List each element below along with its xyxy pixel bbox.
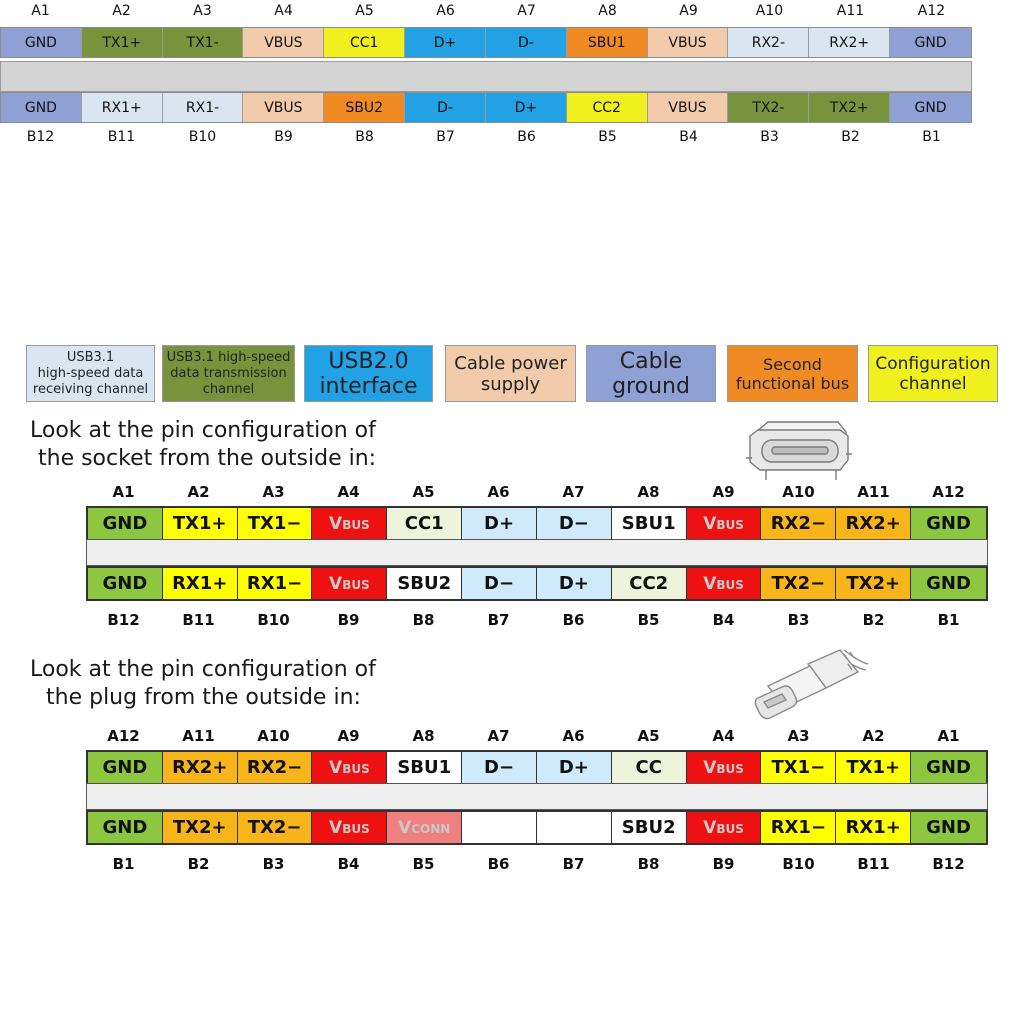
pin-rx2- <box>238 752 313 783</box>
s1-bot-label-0: B12 <box>26 129 55 145</box>
socket-top-label-4: A5 <box>412 483 435 501</box>
pin-label: GND <box>914 34 947 51</box>
usb-c-plug-illustration <box>748 642 872 724</box>
pin-label: TX1+ <box>172 513 227 534</box>
pin-gnd <box>911 812 986 843</box>
bottom-pin-numbers <box>0 126 972 148</box>
socket-top-label-9: A10 <box>782 483 815 501</box>
pin-tx1- <box>836 752 911 783</box>
pin-label: RX2− <box>246 757 303 778</box>
plug-top-label-0: A12 <box>107 727 140 745</box>
pin-d- <box>537 568 612 599</box>
pin-label: RX1+ <box>172 573 228 594</box>
pin-cc2 <box>612 568 687 599</box>
plug-bot-label-1: B2 <box>187 855 210 873</box>
s1-top-label-1: A2 <box>112 3 131 19</box>
socket-top-label-7: A8 <box>637 483 660 501</box>
pin-gnd <box>911 568 986 599</box>
pin-tx2- <box>163 812 238 843</box>
socket-bot-label-4: B8 <box>412 611 435 629</box>
legend-item-0 <box>26 345 155 402</box>
pin-tx2- <box>761 568 836 599</box>
pin-label: TX1− <box>771 757 826 778</box>
s1-top-label-6: A7 <box>517 3 536 19</box>
pin-sbu2 <box>324 93 405 122</box>
pin-vbus <box>648 28 729 57</box>
legend-line: Configuration <box>875 353 991 374</box>
pin-vbus <box>312 508 387 539</box>
pin-tx1- <box>163 508 238 539</box>
pin-cc1 <box>387 508 462 539</box>
socket-bottom-pin-row <box>86 566 988 601</box>
legend-line: supply <box>480 373 541 395</box>
pin-label: D+ <box>433 34 457 51</box>
pin-vbus <box>312 752 387 783</box>
pin-label: CC1 <box>404 513 444 534</box>
plug-bottom-pin-row <box>86 810 988 845</box>
pin-sbu1 <box>612 508 687 539</box>
pin-rx1- <box>82 93 163 122</box>
plug-top-label-4: A8 <box>412 727 435 745</box>
socket-top-label-5: A6 <box>487 483 510 501</box>
pin-vbus <box>687 752 762 783</box>
legend-line: channel <box>202 381 255 397</box>
pin-rx2- <box>728 28 809 57</box>
pin-d- <box>486 28 567 57</box>
s1-top-label-2: A3 <box>193 3 212 19</box>
legend-item-2 <box>304 345 433 402</box>
bottom-pin-row <box>0 92 972 123</box>
pin-empty <box>537 812 612 843</box>
legend-line: Cable power <box>454 352 567 374</box>
pin-label: SBU1 <box>397 757 452 778</box>
legend-line: receiving channel <box>32 381 149 397</box>
socket-top-label-11: A12 <box>932 483 965 501</box>
pin-label: SBU2 <box>345 99 384 116</box>
pin-vbus <box>312 812 387 843</box>
pin-label: Vbus <box>329 513 370 534</box>
pin-vconn <box>387 812 462 843</box>
plug-bot-label-3: B4 <box>337 855 360 873</box>
socket-bottom-pin-numbers <box>86 610 986 630</box>
pin-tx2- <box>238 812 313 843</box>
pin-label: Vbus <box>329 573 370 594</box>
legend-line: Second <box>763 354 822 374</box>
plug-bot-label-4: B5 <box>412 855 435 873</box>
s1-bot-label-2: B10 <box>188 129 217 145</box>
pin-label: TX1+ <box>102 34 142 51</box>
pin-vbus <box>687 812 762 843</box>
pin-label: RX2- <box>751 34 785 51</box>
s1-top-label-10: A11 <box>836 3 865 19</box>
pin-label: GND <box>926 513 971 534</box>
pin-cc2 <box>567 93 648 122</box>
pin-tx1- <box>82 28 163 57</box>
pin-label: Vbus <box>703 573 744 594</box>
plug-top-label-11: A1 <box>937 727 960 745</box>
pin-label: TX2− <box>247 817 302 838</box>
pin-label: D- <box>517 34 534 51</box>
plug-bot-label-6: B7 <box>562 855 585 873</box>
pin-label: VBUS <box>264 99 303 116</box>
pin-label: RX2+ <box>845 513 901 534</box>
legend-line: USB3.1 high-speed <box>166 349 291 365</box>
s1-bot-label-8: B4 <box>679 129 698 145</box>
pin-label: Vbus <box>703 757 744 778</box>
pin-sbu2 <box>612 812 687 843</box>
s1-bot-label-7: B5 <box>598 129 617 145</box>
socket-top-label-8: A9 <box>712 483 735 501</box>
socket-top-label-3: A4 <box>337 483 360 501</box>
pin-gnd <box>88 508 163 539</box>
legend-line: ground <box>612 373 690 399</box>
legend-line: interface <box>319 373 418 399</box>
plug-bot-label-0: B1 <box>112 855 135 873</box>
pin-d- <box>462 752 537 783</box>
socket-top-label-2: A3 <box>262 483 285 501</box>
socket-top-label-6: A7 <box>562 483 585 501</box>
socket-bot-label-1: B11 <box>182 611 215 629</box>
plug-bot-label-2: B3 <box>262 855 285 873</box>
socket-top-label-1: A2 <box>187 483 210 501</box>
pin-label: D- <box>437 99 453 116</box>
pin-tx1- <box>163 28 244 57</box>
pin-label: GND <box>102 817 148 838</box>
s1-top-label-5: A6 <box>436 3 455 19</box>
socket-bot-label-2: B10 <box>257 611 290 629</box>
plug-bot-label-9: B10 <box>782 855 815 873</box>
socket-pinout-table <box>86 482 988 632</box>
pin-tx1- <box>761 752 836 783</box>
pin-rx2- <box>761 508 836 539</box>
pin-rx2- <box>163 752 238 783</box>
pin-label: D+ <box>558 757 589 778</box>
pin-rx2- <box>836 508 911 539</box>
plug-top-label-7: A5 <box>637 727 660 745</box>
legend-line: channel <box>899 373 967 394</box>
pin-label: TX2- <box>752 99 785 116</box>
pin-gnd <box>88 812 163 843</box>
plug-bottom-pin-numbers <box>86 854 986 874</box>
plug-top-pin-row <box>86 750 988 785</box>
top-pin-row <box>0 27 972 58</box>
plug-top-label-8: A4 <box>712 727 735 745</box>
pin-cc <box>612 752 687 783</box>
plug-bot-label-7: B8 <box>637 855 660 873</box>
pin-label: TX2− <box>771 573 826 594</box>
s1-bot-label-11: B1 <box>922 129 941 145</box>
pin-label: TX1- <box>186 34 219 51</box>
pin-label: D− <box>558 513 589 534</box>
legend-item-5 <box>727 345 858 402</box>
pin-d- <box>537 508 612 539</box>
legend-line: functional bus <box>735 373 850 393</box>
pin-rx2- <box>809 28 890 57</box>
pin-vbus <box>687 568 762 599</box>
socket-heading-line1: Look at the pin configuration of <box>30 418 376 443</box>
pin-label: TX2+ <box>846 573 901 594</box>
s1-bot-label-4: B8 <box>355 129 374 145</box>
socket-bot-label-9: B3 <box>787 611 810 629</box>
pin-tx2- <box>836 568 911 599</box>
legend-item-1 <box>162 345 295 402</box>
pin-label: CC2 <box>629 573 669 594</box>
s1-top-label-0: A1 <box>31 3 50 19</box>
plug-top-label-6: A6 <box>562 727 585 745</box>
legend-line: high-speed data <box>37 365 144 381</box>
legend-line: USB3.1 <box>66 349 115 365</box>
s1-bot-label-5: B7 <box>436 129 455 145</box>
usb-c-pinout-table <box>0 0 972 148</box>
s1-top-label-7: A8 <box>598 3 617 19</box>
s1-bot-label-9: B3 <box>760 129 779 145</box>
plug-top-pin-numbers <box>86 726 986 746</box>
pin-label: Vbus <box>703 513 744 534</box>
pin-tx2- <box>728 93 809 122</box>
pin-d- <box>462 508 537 539</box>
usb-c-socket-illustration <box>742 414 854 486</box>
pin-sbu1 <box>387 752 462 783</box>
pin-label: GND <box>24 99 57 116</box>
plug-top-label-3: A9 <box>337 727 360 745</box>
pin-gnd <box>88 568 163 599</box>
plug-top-label-9: A3 <box>787 727 810 745</box>
plug-heading-line2: the plug from the outside in: <box>46 685 361 710</box>
pin-label: CC <box>635 757 662 778</box>
plug-bot-label-5: B6 <box>487 855 510 873</box>
pin-empty <box>462 812 537 843</box>
pin-d- <box>486 93 567 122</box>
pin-label: GND <box>914 99 947 116</box>
pin-label: TX1− <box>247 513 302 534</box>
socket-top-pin-numbers <box>86 482 986 502</box>
pin-label: SBU1 <box>587 34 626 51</box>
pin-label: Vbus <box>703 817 744 838</box>
plug-pinout-table <box>86 726 988 876</box>
pin-label: D+ <box>558 573 589 594</box>
pin-gnd <box>1 93 82 122</box>
socket-bot-label-6: B6 <box>562 611 585 629</box>
pin-label: Vbus <box>329 757 370 778</box>
socket-bot-label-7: B5 <box>637 611 660 629</box>
socket-bot-label-8: B4 <box>712 611 735 629</box>
pin-label: GND <box>102 573 148 594</box>
s1-top-label-8: A9 <box>679 3 698 19</box>
pin-gnd <box>890 28 971 57</box>
pin-label: GND <box>102 757 148 778</box>
pin-rx1- <box>163 93 244 122</box>
pin-gnd <box>890 93 971 122</box>
pin-label: D+ <box>514 99 538 116</box>
socket-heading-line2: the socket from the outside in: <box>38 446 377 471</box>
pin-label: RX2+ <box>172 757 228 778</box>
socket-bot-label-11: B1 <box>937 611 960 629</box>
pin-label: SBU1 <box>621 513 676 534</box>
pin-label: GND <box>102 513 148 534</box>
plug-top-label-5: A7 <box>487 727 510 745</box>
socket-top-label-10: A11 <box>857 483 890 501</box>
pin-label: SBU2 <box>621 817 676 838</box>
s1-bot-label-3: B9 <box>274 129 293 145</box>
connector-tongue <box>0 61 972 92</box>
pin-label: TX2+ <box>172 817 227 838</box>
s1-top-label-9: A10 <box>755 3 784 19</box>
legend-item-3 <box>445 345 576 402</box>
legend-item-6 <box>868 345 998 402</box>
pin-vbus <box>243 93 324 122</box>
s1-top-label-11: A12 <box>917 3 946 19</box>
socket-tongue <box>86 539 988 566</box>
plug-top-label-2: A10 <box>257 727 290 745</box>
pin-label: RX2+ <box>829 34 870 51</box>
plug-heading <box>30 656 376 712</box>
socket-bot-label-0: B12 <box>107 611 140 629</box>
plug-top-label-1: A11 <box>182 727 215 745</box>
pin-label: RX1− <box>770 817 827 838</box>
pin-label: TX1+ <box>846 757 901 778</box>
pin-vbus <box>687 508 762 539</box>
pin-d- <box>462 568 537 599</box>
s1-bot-label-1: B11 <box>107 129 136 145</box>
pin-label: VBUS <box>668 34 707 51</box>
socket-bot-label-3: B9 <box>337 611 360 629</box>
pin-cc1 <box>324 28 405 57</box>
pin-label: VBUS <box>668 99 707 116</box>
pin-label: RX2− <box>770 513 827 534</box>
pin-label: GND <box>24 34 57 51</box>
pin-tx2- <box>809 93 890 122</box>
pin-label: GND <box>926 573 971 594</box>
plug-top-label-10: A2 <box>862 727 885 745</box>
plug-bot-label-11: B12 <box>932 855 965 873</box>
pin-rx1- <box>761 812 836 843</box>
pin-rx1- <box>238 568 313 599</box>
pin-label: D− <box>484 573 515 594</box>
top-pin-numbers <box>0 0 972 22</box>
pin-gnd <box>911 752 986 783</box>
plug-bot-label-8: B9 <box>712 855 735 873</box>
legend-line: USB2.0 <box>328 348 409 374</box>
pin-label: Vconn <box>398 817 451 838</box>
plug-heading-line1: Look at the pin configuration of <box>30 657 376 682</box>
s1-bot-label-6: B6 <box>517 129 536 145</box>
pin-label: Vbus <box>329 817 370 838</box>
pin-label: RX1+ <box>101 99 142 116</box>
pin-gnd <box>1 28 82 57</box>
pin-rx1- <box>836 812 911 843</box>
pin-sbu1 <box>567 28 648 57</box>
pin-label: RX1- <box>185 99 220 116</box>
pin-vbus <box>648 93 729 122</box>
pin-label: GND <box>926 817 971 838</box>
pin-gnd <box>911 508 986 539</box>
plug-bot-label-10: B11 <box>857 855 890 873</box>
pin-label: RX1+ <box>845 817 901 838</box>
socket-heading <box>30 417 376 473</box>
legend-line: Cable <box>619 348 683 374</box>
pin-vbus <box>312 568 387 599</box>
socket-top-pin-row <box>86 506 988 541</box>
pin-sbu2 <box>387 568 462 599</box>
s1-top-label-4: A5 <box>355 3 374 19</box>
s1-bot-label-10: B2 <box>841 129 860 145</box>
pin-label: TX2+ <box>829 99 869 116</box>
pin-rx1- <box>163 568 238 599</box>
pin-gnd <box>88 752 163 783</box>
plug-tongue <box>86 783 988 810</box>
pin-vbus <box>243 28 324 57</box>
pin-label: D− <box>484 757 515 778</box>
socket-top-label-0: A1 <box>112 483 135 501</box>
pin-d- <box>405 93 486 122</box>
pin-label: SBU2 <box>397 573 452 594</box>
legend-line: data transmission <box>170 365 287 381</box>
pin-label: CC1 <box>349 34 379 51</box>
pin-label: GND <box>926 757 971 778</box>
pin-tx1- <box>238 508 313 539</box>
s1-top-label-3: A4 <box>274 3 293 19</box>
pin-d- <box>537 752 612 783</box>
socket-bot-label-10: B2 <box>862 611 885 629</box>
pin-label: RX1− <box>246 573 303 594</box>
legend-item-4 <box>586 345 716 402</box>
pin-label: VBUS <box>264 34 303 51</box>
pin-label: CC2 <box>592 99 621 116</box>
socket-bot-label-5: B7 <box>487 611 510 629</box>
pin-d- <box>405 28 486 57</box>
pin-label: D+ <box>484 513 515 534</box>
